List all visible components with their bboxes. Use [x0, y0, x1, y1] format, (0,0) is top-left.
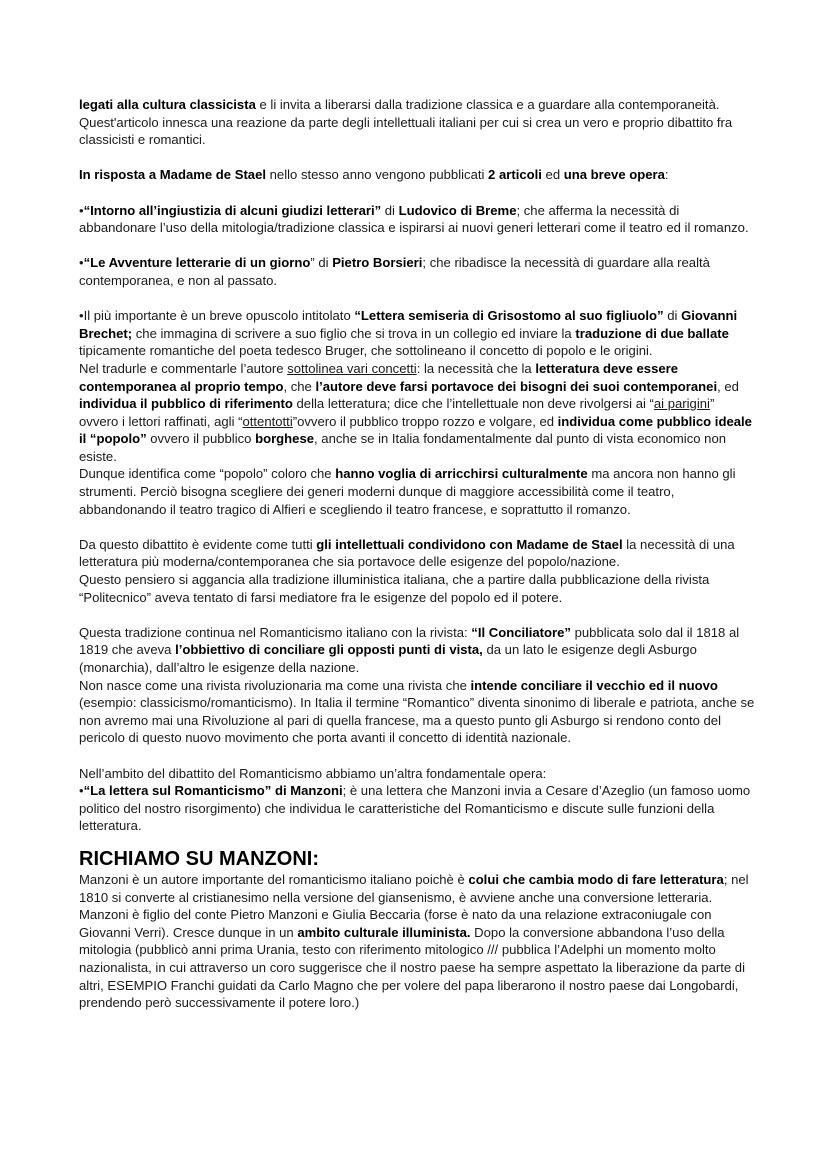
- bullet-icon: •: [79, 308, 84, 324]
- bullet-icon: •: [79, 255, 84, 271]
- risposta-paragraph: In risposta a Madame de Stael nello stesso anno vengono pubblicati 2 articoli ed una breve opera:: [79, 167, 669, 183]
- popolo-paragraph: Dunque identifica come “popolo” coloro che hanno voglia di arricchirsi culturalmente ma ancora non hanno gli strumenti. Perciò bisogna scegliere dei generi moderni dunque di maggiore accessibilità come il teatro, abbandonando il teatro tragico di Alfieri e scegliendo il teatro francese, e soprattutto il romanzo.: [79, 466, 736, 517]
- dibattito-paragraph: Da questo dibattito è evidente come tutti gli intellettuali condividono con Madame de Stael la necessità di una letteratura più moderna/contemporanea che sia portavoce delle esigenze del popolo/nazione.: [79, 536, 735, 570]
- intro-paragraph: legati alla cultura classicista e li invita a liberarsi dalla tradizione classica e a guardare alla contemporaneità.: [79, 97, 720, 112]
- document-page: [79, 96, 755, 1012]
- manzoni-paragraph-1: Manzoni è un autore importante del romanticismo italiano poichè è colui che cambia modo di fare letteratura; nel 1810 si converte al cristianesimo nella versione del giansenismo, è avviene anche una conversione letteraria.: [79, 871, 749, 905]
- lettera-intro: Nell’ambito del dibattito del Romanticismo abbiamo un’altra fondamentale opera:: [79, 765, 547, 781]
- bullet-icon: •: [79, 202, 84, 218]
- list-item-borsieri: •“Le Avventure letterarie di un giorno” di Pietro Borsieri; che ribadisce la necessità di guardare alla realtà contemporanea, e non al passato.: [79, 255, 710, 288]
- section-heading-manzoni: RICHIAMO SU MANZONI:: [79, 847, 319, 870]
- bullet-icon: •: [79, 783, 84, 799]
- intro-paragraph-2: Quest'articolo innesca una reazione da parte degli intellettuali italiani per cui si crea un vero e proprio dibattito fra classicisti e romantici.: [79, 114, 733, 148]
- manzoni-paragraph-2: Manzoni è figlio del conte Pietro Manzoni e Giulia Beccaria (forse è nato da una relazione extraconiugale con Giovanni Verri). Cresce dunque in un ambito culturale illuminista. Dopo la conversione abbandona l’uso della mitologia (pubblicò anni prima Urania, testo con riferimento mitologico /// pubblica l’Adelphi un momento molto nazionalista, in cui attraverso un coro suggerisce che il nostro paese ha sempre aspettato la liberazione da parte di altri, ESEMPIO Franchi guidati da Carlo Magno che per volere del papa liberarono il nostro paese dai Longobardi, prendendo però successivamente il potere loro.): [79, 907, 745, 1011]
- list-item-berchet: •Il più importante è un breve opuscolo intitolato “Lettera semiseria di Grisostomo al suo figliuolo” di Giovanni Brechet; che immagina di scrivere a suo figlio che si trova in un collegio ed inviare la traduzione di due ballate tipicamente romantiche del poeta tedesco Bruger, che sottolineano il concetto di popolo e le origini.: [79, 308, 738, 359]
- list-item-lettera: •“La lettera sul Romanticismo” di Manzoni; è una lettera che Manzoni invia a Cesare d’Azeglio (un famoso uomo politico del nostro risorgimento) che individua le caratteristiche del Romanticismo e discute sulle funzioni della letteratura.: [79, 783, 751, 834]
- list-item-di-breme: •“Intorno all’ingiustizia di alcuni giudizi letterari” di Ludovico di Breme; che afferma la necessità di abbandonare l’uso della mitologia/tradizione classica e ispirarsi ai nuovi generi letterari come il teatro ed il romanzo.: [79, 202, 749, 236]
- politecnico-paragraph: Questo pensiero si aggancia alla tradizione illuministica italiana, che a partire dalla pubblicazione della rivista “Politecnico” aveva tentato di farsi mediatore fra le esigenze del popolo ed il potere.: [79, 572, 710, 605]
- rivoluzionaria-paragraph: Non nasce come una rivista rivoluzionaria ma come una rivista che intende conciliare il vecchio ed il nuovo (esempio: classicismo/romanticismo). In Italia il termine “Romantico” diventa sinonimo di liberale e patriota, anche se non avremo mai una Rivoluzione al pari di quella francese, ma a questo punto gli Asburgo si rendono conto del pericolo di questo nuovo movimento che porta avanti il concetto di identità nazionale.: [79, 677, 755, 746]
- conciliatore-paragraph: Questa tradizione continua nel Romanticismo italiano con la rivista: “Il Conciliatore” pubblicata solo dal il 1818 al 1819 che aveva l’obbiettivo di conciliare gli opposti punti di vista, da un lato le esigenze degli Asburgo (monarchia), dall’altro le esigenze della nazione.: [79, 624, 740, 675]
- commento-paragraph: Nel tradurle e commentarle l’autore sottolinea vari concetti: la necessità che la letteratura deve essere contemporanea al proprio tempo, che l’autore deve farsi portavoce dei bisogni dei suoi contemporanei, ed individua il pubblico di riferimento della letteratura; dice che l’intellettuale non deve rivolgersi ai “ai parigini” ovvero i lettori raffinati, agli “ottentotti”ovvero il pubblico troppo rozzo e volgare, ed individua come pubblico ideale il “popolo” ovvero il pubblico borghese, anche se in Italia fondamentalmente dal punto di vista economico non esiste.: [79, 360, 752, 464]
- bold-text: legati alla cultura classicista: [79, 97, 256, 112]
